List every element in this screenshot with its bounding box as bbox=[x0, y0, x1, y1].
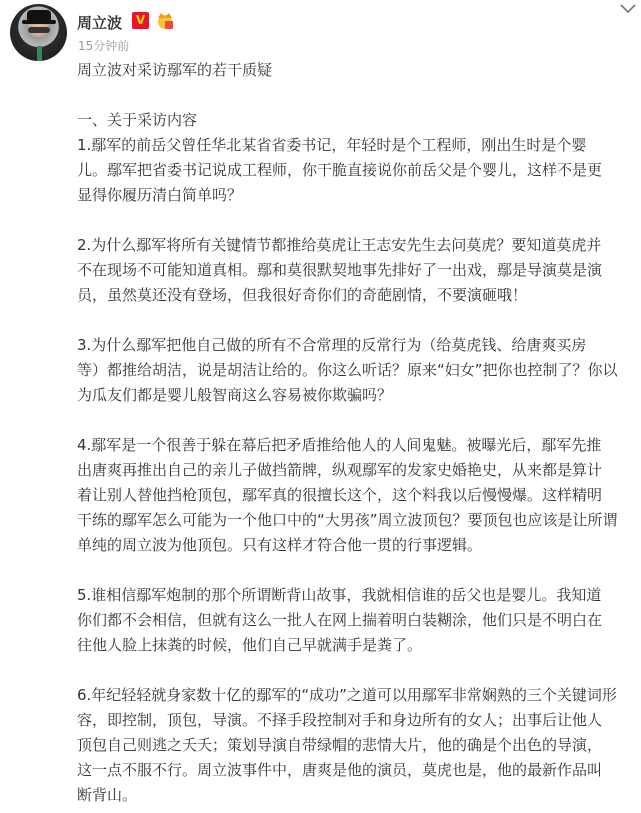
paragraph-line: 不在现场不可能知道真相。鄢和莫很默契地事先排好了一出戏，鄢是导演莫是演 bbox=[77, 261, 603, 279]
paragraph-line: 容，即控制，顶包，导演。不择手段控制对手和身边所有的女人；出事后让他人 bbox=[77, 711, 603, 729]
paragraph-line: 为瓜友们都是婴儿般智商这么容易被你欺骗吗？ bbox=[77, 386, 393, 404]
verified-badge-icon: V bbox=[132, 12, 149, 29]
paragraph-line: 顶包自己则逃之夭夭；策划导演自带绿帽的悲情大片，他的确是个出色的导演， bbox=[77, 736, 603, 754]
paragraph-line: 4.鄢军是一个很善于躲在幕后把矛盾推给他人的人间鬼魅。被曝光后，鄢军先推 bbox=[77, 436, 602, 454]
paragraph-line: 2.为什么鄢军将所有关键情节都推给莫虎让王志安先生去问莫虎？要知道莫虎并 bbox=[77, 236, 602, 254]
paragraph-line: 显得你履历清白简单吗？ bbox=[77, 186, 243, 204]
chevron-down-icon[interactable] bbox=[618, 0, 638, 18]
avatar-tie bbox=[37, 46, 42, 61]
paragraph-1 bbox=[77, 133, 617, 208]
paragraph-line: 6.年纪轻轻就身家数十亿的鄢军的“成功”之道可以用鄢军非常娴熟的三个关键词形 bbox=[77, 686, 617, 704]
avatar-glasses bbox=[28, 27, 50, 33]
paragraph-line: 这一点不服不行。周立波事件中，唐爽是他的演员，莫虎也是，他的最新作品叫 bbox=[77, 761, 603, 779]
paragraph-line: 断背山。 bbox=[77, 786, 138, 804]
paragraph-line: 出唐爽再推出自己的亲儿子做挡箭牌，纵观鄢军的发家史婚艳史，从来都是算计 bbox=[77, 461, 603, 479]
paragraph-5 bbox=[77, 583, 617, 658]
crown-icon bbox=[155, 11, 175, 30]
paragraph-line: 干练的鄢军怎么可能为一个他口中的“大男孩”周立波顶包？要顶包也应该是让所谓 bbox=[77, 511, 618, 529]
paragraph-3 bbox=[77, 333, 617, 408]
paragraph-line: 儿。鄢军把省委书记说成工程师，你干脆直接说你前岳父是个婴儿，这样不是更 bbox=[77, 161, 603, 179]
paragraph-line: 员，虽然莫还没有登场，但我很好奇你们的奇葩剧情，不要演砸哦！ bbox=[77, 286, 528, 304]
paragraph-line: 等）都推给胡洁，说是胡洁让给的。你这么听话？原来“妇女”把你也控制了？你以 bbox=[77, 361, 618, 379]
paragraph-4 bbox=[77, 433, 617, 558]
paragraph-line: 着让别人替他挡枪顶包，鄢军真的很擅长这个，这个料我以后慢慢爆。这样精明 bbox=[77, 486, 603, 504]
post-title: 周立波对采访鄢军的若干质疑 bbox=[77, 61, 273, 79]
post-time[interactable]: 15分钟前 bbox=[78, 39, 130, 53]
paragraph-line: 5.谁相信鄢军炮制的那个所谓断背山故事，我就相信谁的岳父也是婴儿。我知道 bbox=[77, 586, 602, 604]
paragraph-6 bbox=[77, 683, 617, 808]
paragraph-line: 往他人脸上抹粪的时候，他们自己早就满手是粪了。 bbox=[77, 636, 423, 654]
paragraph-line: 你们都不会相信，但就有这么一批人在网上揣着明白装糊涂，他们只是不明白在 bbox=[77, 611, 603, 629]
paragraph-line: 单纯的周立波为他顶包。只有这样才符合他一贯的行事逻辑。 bbox=[77, 536, 483, 554]
avatar-hat-brim bbox=[22, 20, 56, 24]
author-name[interactable]: 周立波 bbox=[77, 14, 123, 32]
paragraph-2 bbox=[77, 233, 617, 308]
paragraph-line: 3.为什么鄢军把他自己做的所有不合常理的反常行为（给莫虎钱、给唐爽买房 bbox=[77, 336, 587, 354]
section-heading: 一、关于采访内容 bbox=[77, 111, 198, 129]
post-body bbox=[77, 58, 617, 808]
paragraph-line: 1.鄢军的前岳父曾任华北某省省委书记，年轻时是个工程师，刚出生时是个婴 bbox=[77, 136, 587, 154]
avatar[interactable] bbox=[10, 4, 67, 61]
